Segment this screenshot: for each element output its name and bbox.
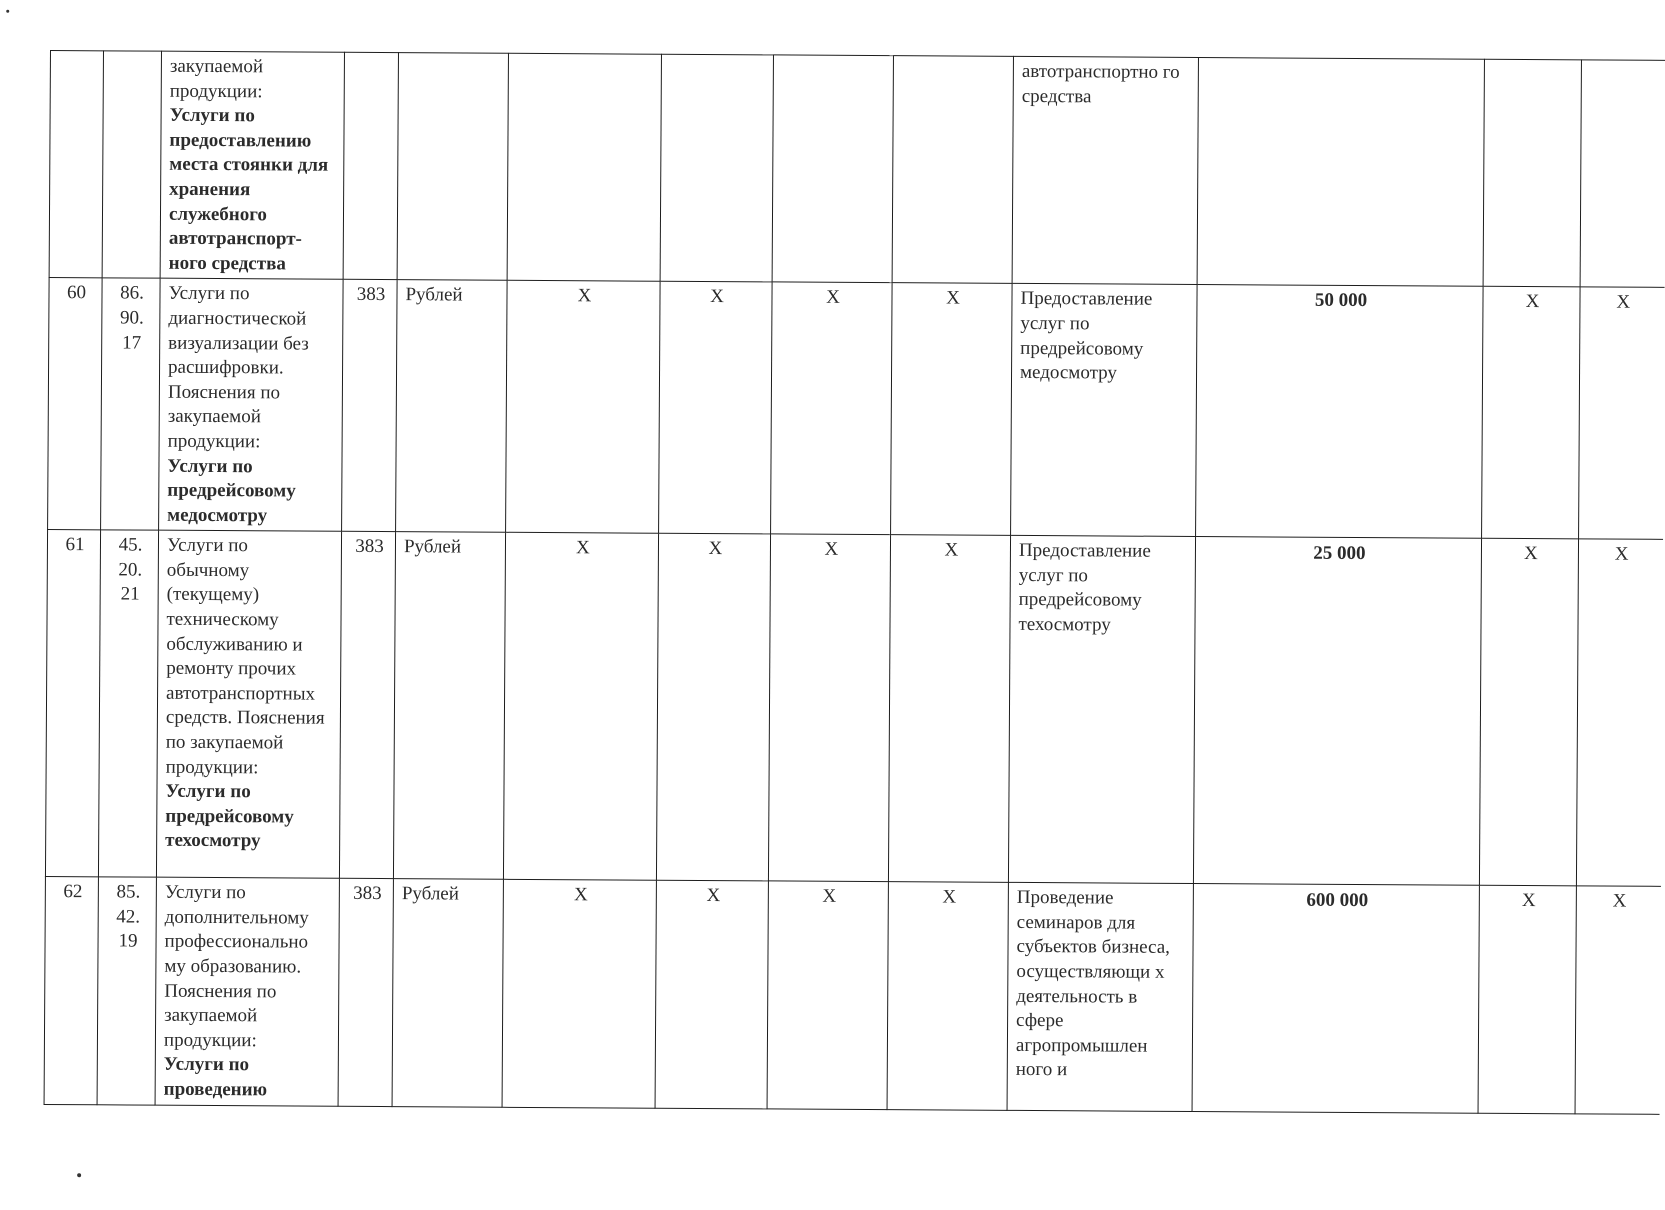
empty-cell xyxy=(772,55,893,283)
mark-cell: X xyxy=(1482,287,1581,540)
code-cell: 85. 42. 19 xyxy=(97,877,156,1105)
code-cell xyxy=(102,51,161,279)
mark-cell: X xyxy=(1479,539,1578,887)
description-plain-text: закупаемой продукции: xyxy=(169,55,264,102)
mark-cell: X xyxy=(655,881,768,1109)
row-number-cell: 61 xyxy=(45,530,100,877)
procurement-plan-table xyxy=(44,50,1665,1114)
empty-cell xyxy=(892,56,1013,284)
mark-cell: X xyxy=(503,533,658,881)
table-row xyxy=(44,877,1660,1114)
scan-speck xyxy=(77,1173,81,1177)
mark-cell: X xyxy=(656,534,770,882)
purpose-cell: Предоставление услуг по предрейсовому медосмотру xyxy=(1011,284,1198,537)
row-number-cell xyxy=(49,51,103,279)
amount-cell: 25 000 xyxy=(1193,537,1481,886)
purpose-cell: автотранспортно го средства xyxy=(1012,56,1198,284)
description-bold-text: Услуги по предоставлению места стоянки для хранения служебного автотранспорт-ного средства xyxy=(168,104,329,275)
mark-cell: X xyxy=(767,881,888,1109)
scan-speck xyxy=(6,10,9,13)
empty-cell xyxy=(1580,60,1665,288)
description-cell xyxy=(160,51,344,279)
description-bold-text: Услуги по предрейсовому медосмотру xyxy=(167,455,296,527)
empty-cell xyxy=(660,54,773,282)
mark-cell: X xyxy=(888,535,1010,883)
amount-cell xyxy=(1197,58,1484,287)
unit-cell: Рублей xyxy=(396,280,508,533)
description-cell xyxy=(155,877,339,1105)
mark-cell: X xyxy=(506,281,661,534)
okei-code-cell: 383 xyxy=(339,532,395,879)
unit-cell xyxy=(397,53,508,281)
code-cell: 45. 20. 21 xyxy=(98,530,158,877)
amount-cell: 50 000 xyxy=(1196,285,1484,539)
mark-cell: X xyxy=(1478,886,1576,1114)
empty-cell xyxy=(1483,59,1581,287)
mark-cell: X xyxy=(771,282,893,535)
row-number-cell: 62 xyxy=(44,877,98,1105)
description-plain-text: Услуги по диагностической визуализации без расшифровки. Пояснения по закупаемой продукции: xyxy=(167,283,309,453)
description-plain-text: Услуги по дополнительному профессионально му образованию. Пояснения по закупаемой продукции: xyxy=(163,881,309,1052)
mark-cell: X xyxy=(659,282,773,535)
mark-cell: X xyxy=(1579,287,1665,539)
unit-cell: Рублей xyxy=(392,879,503,1107)
mark-cell: X xyxy=(887,882,1008,1110)
code-cell: 86. 90. 17 xyxy=(101,278,161,530)
amount-cell: 600 000 xyxy=(1192,884,1479,1113)
table-row-continuation xyxy=(49,51,1665,288)
table-row xyxy=(48,278,1665,540)
description-plain-text: Услуги по обычному (текущему) техническому обслуживанию и ремонту прочих автотранспортных средств. Пояснения по закупаемой продукции: xyxy=(165,535,325,778)
mark-cell: X xyxy=(1575,886,1660,1114)
mark-cell: X xyxy=(1576,539,1662,887)
purpose-cell: Предоставление услуг по предрейсовому техосмотру xyxy=(1008,536,1195,884)
mark-cell: X xyxy=(768,534,890,882)
okei-code-cell: 383 xyxy=(342,280,398,532)
description-cell xyxy=(156,530,341,878)
row-number-cell: 60 xyxy=(48,278,103,530)
unit-cell: Рублей xyxy=(393,532,505,880)
okei-code-cell: 383 xyxy=(338,879,393,1107)
description-bold-text: Услуги по предрейсовому техосмотру xyxy=(165,780,294,852)
empty-cell xyxy=(507,53,661,281)
table-row xyxy=(45,530,1662,887)
okei-code-cell xyxy=(343,52,398,280)
description-cell xyxy=(159,279,344,532)
purpose-cell: Проведение семинаров для субъектов бизнеса, осуществляющи х деятельность в сфере агропромышлен ного и xyxy=(1007,883,1193,1111)
mark-cell: X xyxy=(502,880,656,1108)
mark-cell: X xyxy=(891,283,1013,536)
description-bold-text: Услуги по проведению xyxy=(163,1054,268,1101)
